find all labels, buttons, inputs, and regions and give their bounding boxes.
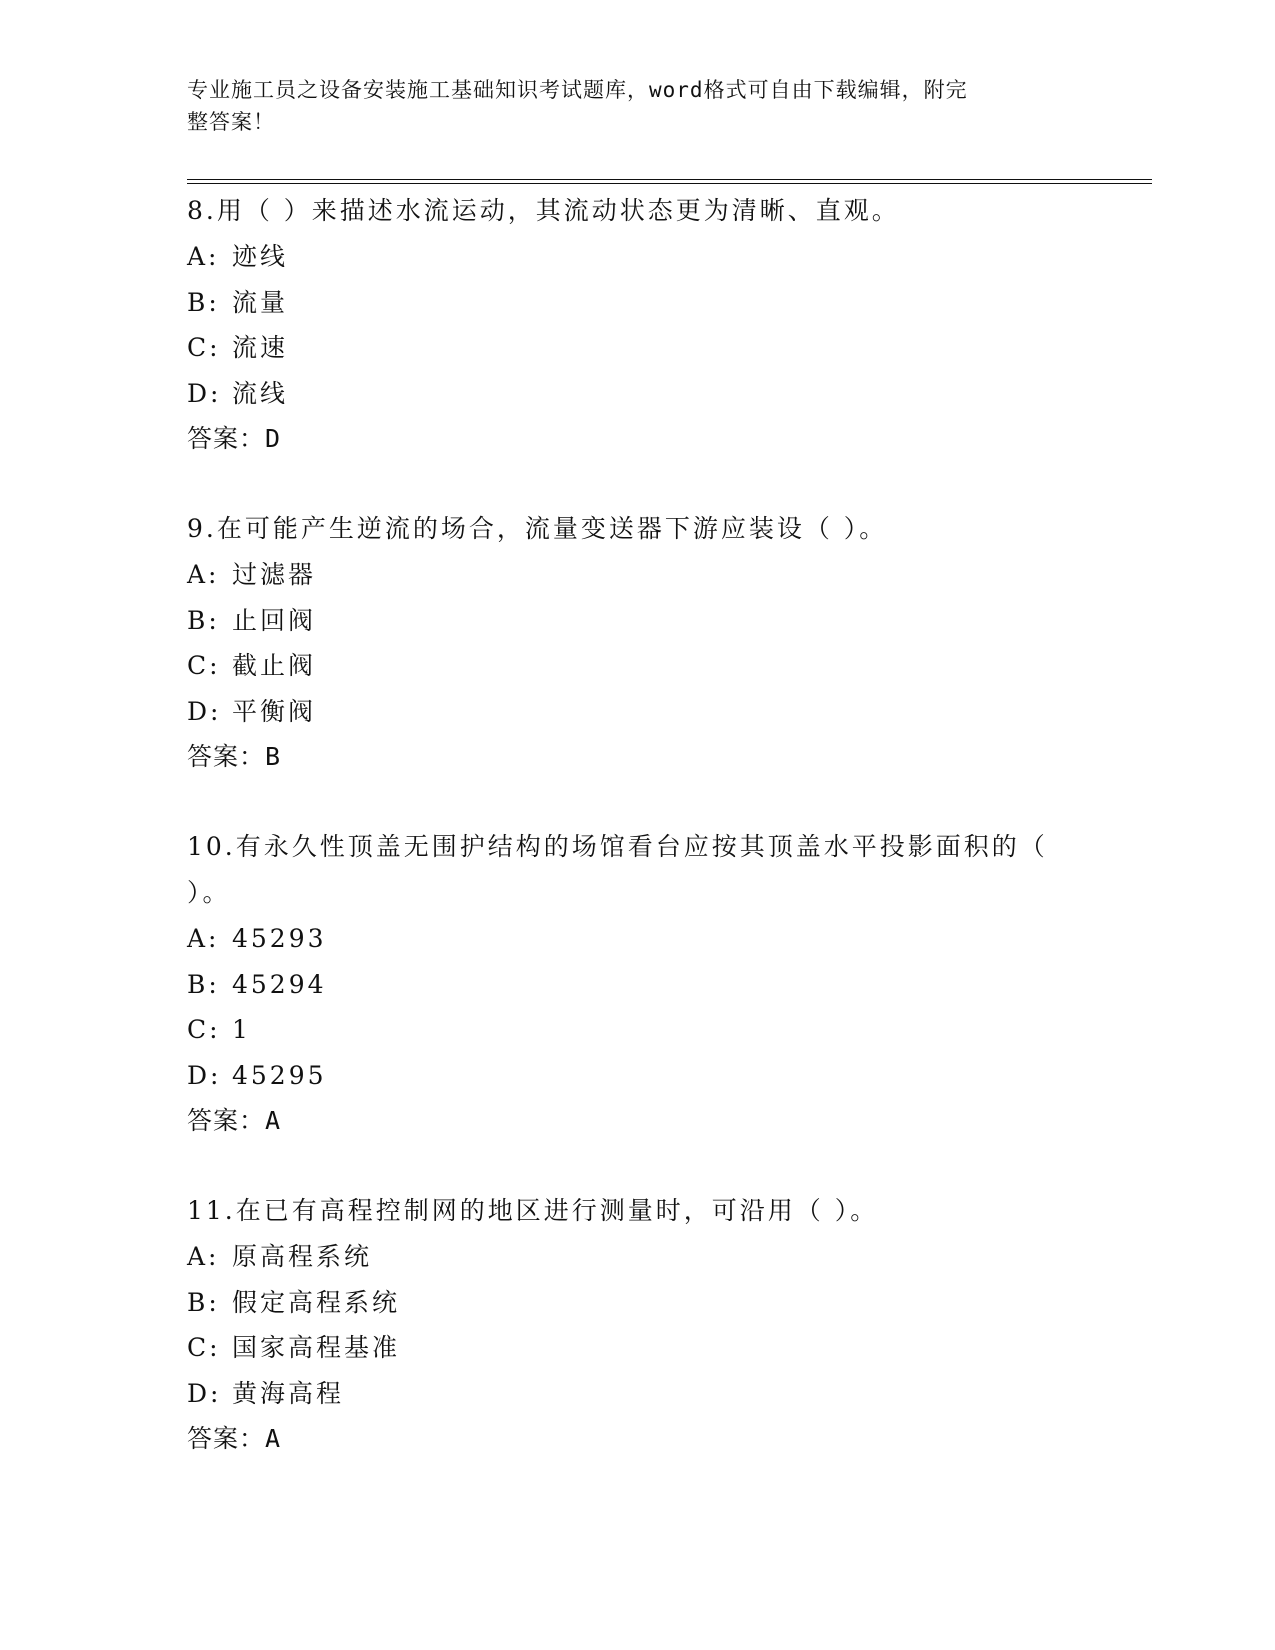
question-stem: 8.用（ ）来描述水流运动，其流动状态更为清晰、直观。	[187, 196, 900, 225]
option-text: 截止阀	[232, 651, 317, 680]
option-text: 1	[232, 1015, 251, 1044]
option-letter: B:	[187, 287, 220, 317]
header-divider-top	[187, 179, 1152, 180]
option-text: 止回阀	[232, 605, 317, 635]
option-letter: C:	[187, 333, 221, 362]
option-letter: B:	[187, 605, 220, 635]
option-d	[187, 1371, 1087, 1417]
header-divider-bottom	[187, 183, 1152, 184]
option-letter: B:	[187, 1287, 220, 1317]
answer-line: 答案：D	[187, 424, 282, 453]
option-letter: A:	[187, 924, 220, 953]
option-text: 流速	[232, 333, 289, 362]
option-text: 黄海高程	[232, 1378, 345, 1408]
option-d	[187, 689, 1087, 735]
option-a	[187, 552, 1087, 598]
answer-line: 答案：B	[187, 742, 282, 771]
option-c	[187, 643, 1087, 689]
answer-line: 答案：A	[187, 1424, 282, 1453]
option-b	[187, 962, 1087, 1008]
header-line-1: 专业施工员之设备安装施工基础知识考试题库，word格式可自由下载编辑，附完	[187, 78, 968, 102]
option-b	[187, 280, 1087, 326]
option-c	[187, 1007, 1087, 1053]
option-b	[187, 1280, 1087, 1326]
option-text: 国家高程基准	[232, 1333, 401, 1362]
option-letter: A:	[187, 560, 220, 589]
question-11	[187, 1188, 1087, 1462]
option-text: 45294	[232, 969, 327, 999]
option-letter: D:	[187, 378, 222, 408]
option-d	[187, 1053, 1087, 1099]
option-c	[187, 325, 1087, 371]
answer-line: 答案：A	[187, 1106, 282, 1135]
option-b	[187, 598, 1087, 644]
question-stem-line-2: ）。	[187, 878, 231, 907]
header-line-2: 整答案！	[187, 110, 275, 134]
option-letter: D:	[187, 1060, 222, 1090]
option-text: 平衡阀	[232, 696, 317, 726]
option-text: 45293	[232, 924, 327, 953]
option-text: 迹线	[232, 242, 289, 271]
question-9	[187, 506, 1087, 780]
option-text: 假定高程系统	[232, 1287, 401, 1317]
option-text: 过滤器	[232, 560, 317, 589]
option-letter: C:	[187, 651, 221, 680]
document-header	[187, 74, 1067, 138]
option-letter: C:	[187, 1333, 221, 1362]
option-letter: B:	[187, 969, 220, 999]
question-stem: 9.在可能产生逆流的场合，流量变送器下游应装设（ ）。	[187, 514, 888, 543]
question-10	[187, 824, 1087, 1144]
option-letter: C:	[187, 1015, 221, 1044]
option-text: 流线	[232, 378, 289, 408]
question-stem-line-1: 10.有永久性顶盖无围护结构的场馆看台应按其顶盖水平投影面积的（	[187, 832, 1048, 861]
option-a	[187, 234, 1087, 280]
option-a	[187, 1234, 1087, 1280]
option-text: 流量	[232, 287, 289, 317]
option-c	[187, 1325, 1087, 1371]
question-stem: 11.在已有高程控制网的地区进行测量时，可沿用（ ）。	[187, 1196, 879, 1225]
option-letter: A:	[187, 242, 220, 271]
question-8	[187, 188, 1087, 462]
option-letter: D:	[187, 696, 222, 726]
option-d	[187, 371, 1087, 417]
option-text: 原高程系统	[232, 1242, 373, 1271]
option-a	[187, 916, 1087, 962]
option-letter: D:	[187, 1378, 222, 1408]
option-text: 45295	[232, 1060, 327, 1090]
option-letter: A:	[187, 1242, 220, 1271]
